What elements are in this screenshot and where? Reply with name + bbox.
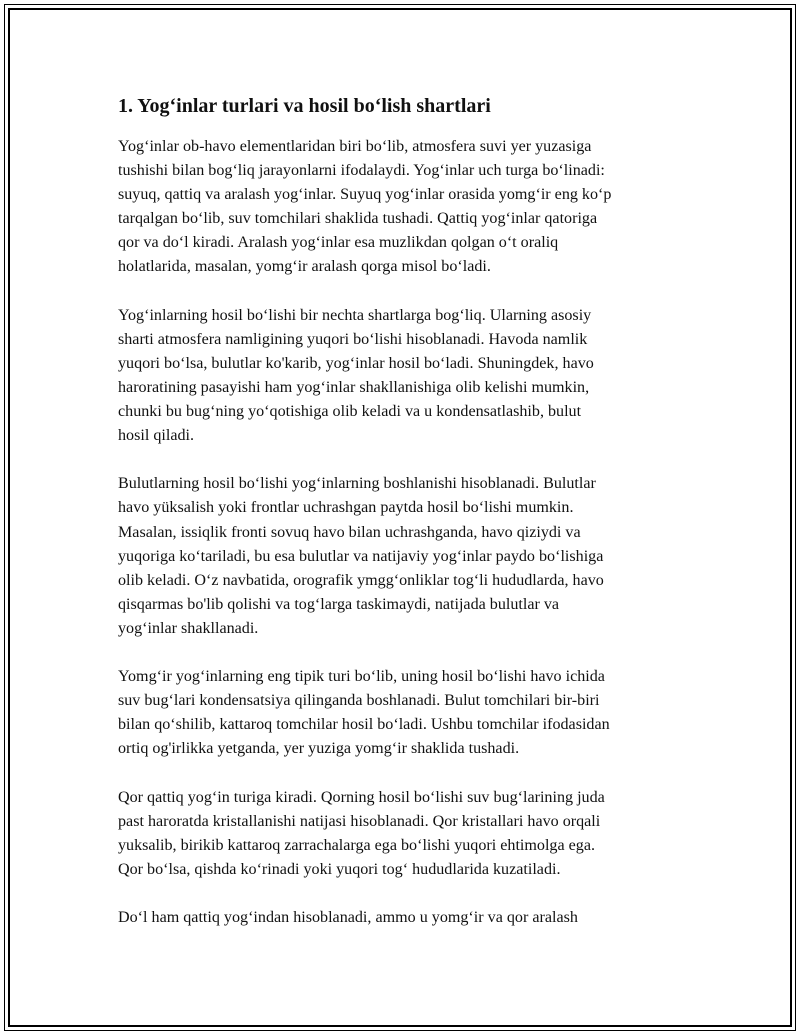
- paragraph-line: qor va do‘l kiradi. Aralash yog‘inlar esa muzlikdan qolgan o‘t oraliq: [118, 234, 559, 252]
- paragraph-line: chunki bu bug‘ning yo‘qotishiga olib keladi va u kondensatlashib, bulut: [118, 403, 582, 421]
- paragraph-line: Yog‘inlar ob-havo elementlaridan biri bo‘lib, atmosfera suvi yer yuzasiga: [118, 138, 592, 155]
- paragraph-line: bilan qo‘shilib, kattaroq tomchilar hosil bo‘ladi. Ushbu tomchilar ifodasidan: [118, 716, 610, 734]
- paragraph-line: hosil qiladi.: [118, 427, 194, 445]
- paragraph-line: tushishi bilan bog‘liq jarayonlarni ifodalaydi. Yog‘inlar uch turga bo‘linadi:: [118, 162, 605, 180]
- paragraph: [118, 665, 698, 761]
- paragraph: [118, 906, 698, 930]
- section-heading: 1. Yog‘inlar turlari va hosil bo‘lish shartlari: [118, 95, 491, 117]
- paragraph-line: Masalan, issiqlik fronti sovuq havo bilan uchrashganda, havo qiziydi va: [118, 523, 581, 541]
- paragraph-line: havo yüksalish yoki frontlar uchrashgan paytda hosil bo‘lishi mumkin.: [118, 499, 574, 517]
- paragraph: [118, 786, 698, 882]
- paragraph-line: yuqoriga ko‘tariladi, bu esa bulutlar va natijaviy yog‘inlar paydo bo‘lishiga: [118, 547, 604, 565]
- document-body: [118, 92, 698, 954]
- paragraph-line: Qor qattiq yog‘in turiga kiradi. Qorning hosil bo‘lishi suv bug‘larining juda: [118, 788, 605, 806]
- paragraph-line: haroratining pasayishi ham yog‘inlar shakllanishiga olib kelishi mumkin,: [118, 378, 590, 396]
- paragraph-line: Yomg‘ir yog‘inlarning eng tipik turi bo‘lib, uning hosil bo‘lishi havo ichida: [118, 668, 605, 686]
- paragraph-line: yog‘inlar shakllanadi.: [118, 619, 259, 637]
- paragraph: [118, 304, 698, 449]
- paragraph-line: ortiq og'irlikka yetganda, yer yuziga yomg‘ir shaklida tushadi.: [118, 740, 520, 758]
- paragraph-line: yuksalib, birikib kattaroq zarrachalarga ega bo‘lishi yuqori ehtimolga ega.: [118, 836, 595, 854]
- paragraph-list: [118, 135, 698, 930]
- paragraph-line: suyuq, qattiq va aralash yog‘inlar. Suyuq yog‘inlar orasida yomg‘ir eng ko‘p: [118, 186, 612, 204]
- paragraph-line: olib keladi. O‘z navbatida, orografik ymgg‘onliklar tog‘li hududlarda, havo: [118, 571, 604, 589]
- paragraph-line: qisqarmas bo'lib qolishi va tog‘larga taskimaydi, natijada bulutlar va: [118, 595, 560, 613]
- paragraph: [118, 472, 698, 641]
- paragraph-line: suv bug‘lari kondensatsiya qilinganda boshlanadi. Bulut tomchilari bir-biri: [118, 692, 600, 710]
- paragraph-line: Qor bo‘lsa, qishda ko‘rinadi yoki yuqori tog‘ hududlarida kuzatiladi.: [118, 860, 561, 878]
- paragraph-line: tarqalgan bo‘lib, suv tomchilari shaklida tushadi. Qattiq yog‘inlar qatoriga: [118, 210, 598, 228]
- paragraph: [118, 135, 698, 280]
- paragraph-line: Bulutlarning hosil bo‘lishi yog‘inlarning boshlanishi hisoblanadi. Bulutlar: [118, 475, 596, 493]
- paragraph-line: past haroratda kristallanishi natijasi hisoblanadi. Qor kristallari havo orqali: [118, 812, 601, 830]
- paragraph-line: yuqori bo‘lsa, bulutlar ko'karib, yog‘inlar hosil bo‘ladi. Shuningdek, havo: [118, 354, 594, 372]
- paragraph-line: holatlarida, masalan, yomg‘ir aralash qorga misol bo‘ladi.: [118, 258, 491, 276]
- paragraph-line: sharti atmosfera namligining yuqori bo‘lishi hisoblanadi. Havoda namlik: [118, 330, 588, 348]
- paragraph-line: Do‘l ham qattiq yog‘indan hisoblanadi, ammo u yomg‘ir va qor aralash: [118, 909, 578, 926]
- paragraph-line: Yog‘inlarning hosil bo‘lishi bir nechta shartlarga bog‘liq. Ularning asosiy: [118, 306, 592, 324]
